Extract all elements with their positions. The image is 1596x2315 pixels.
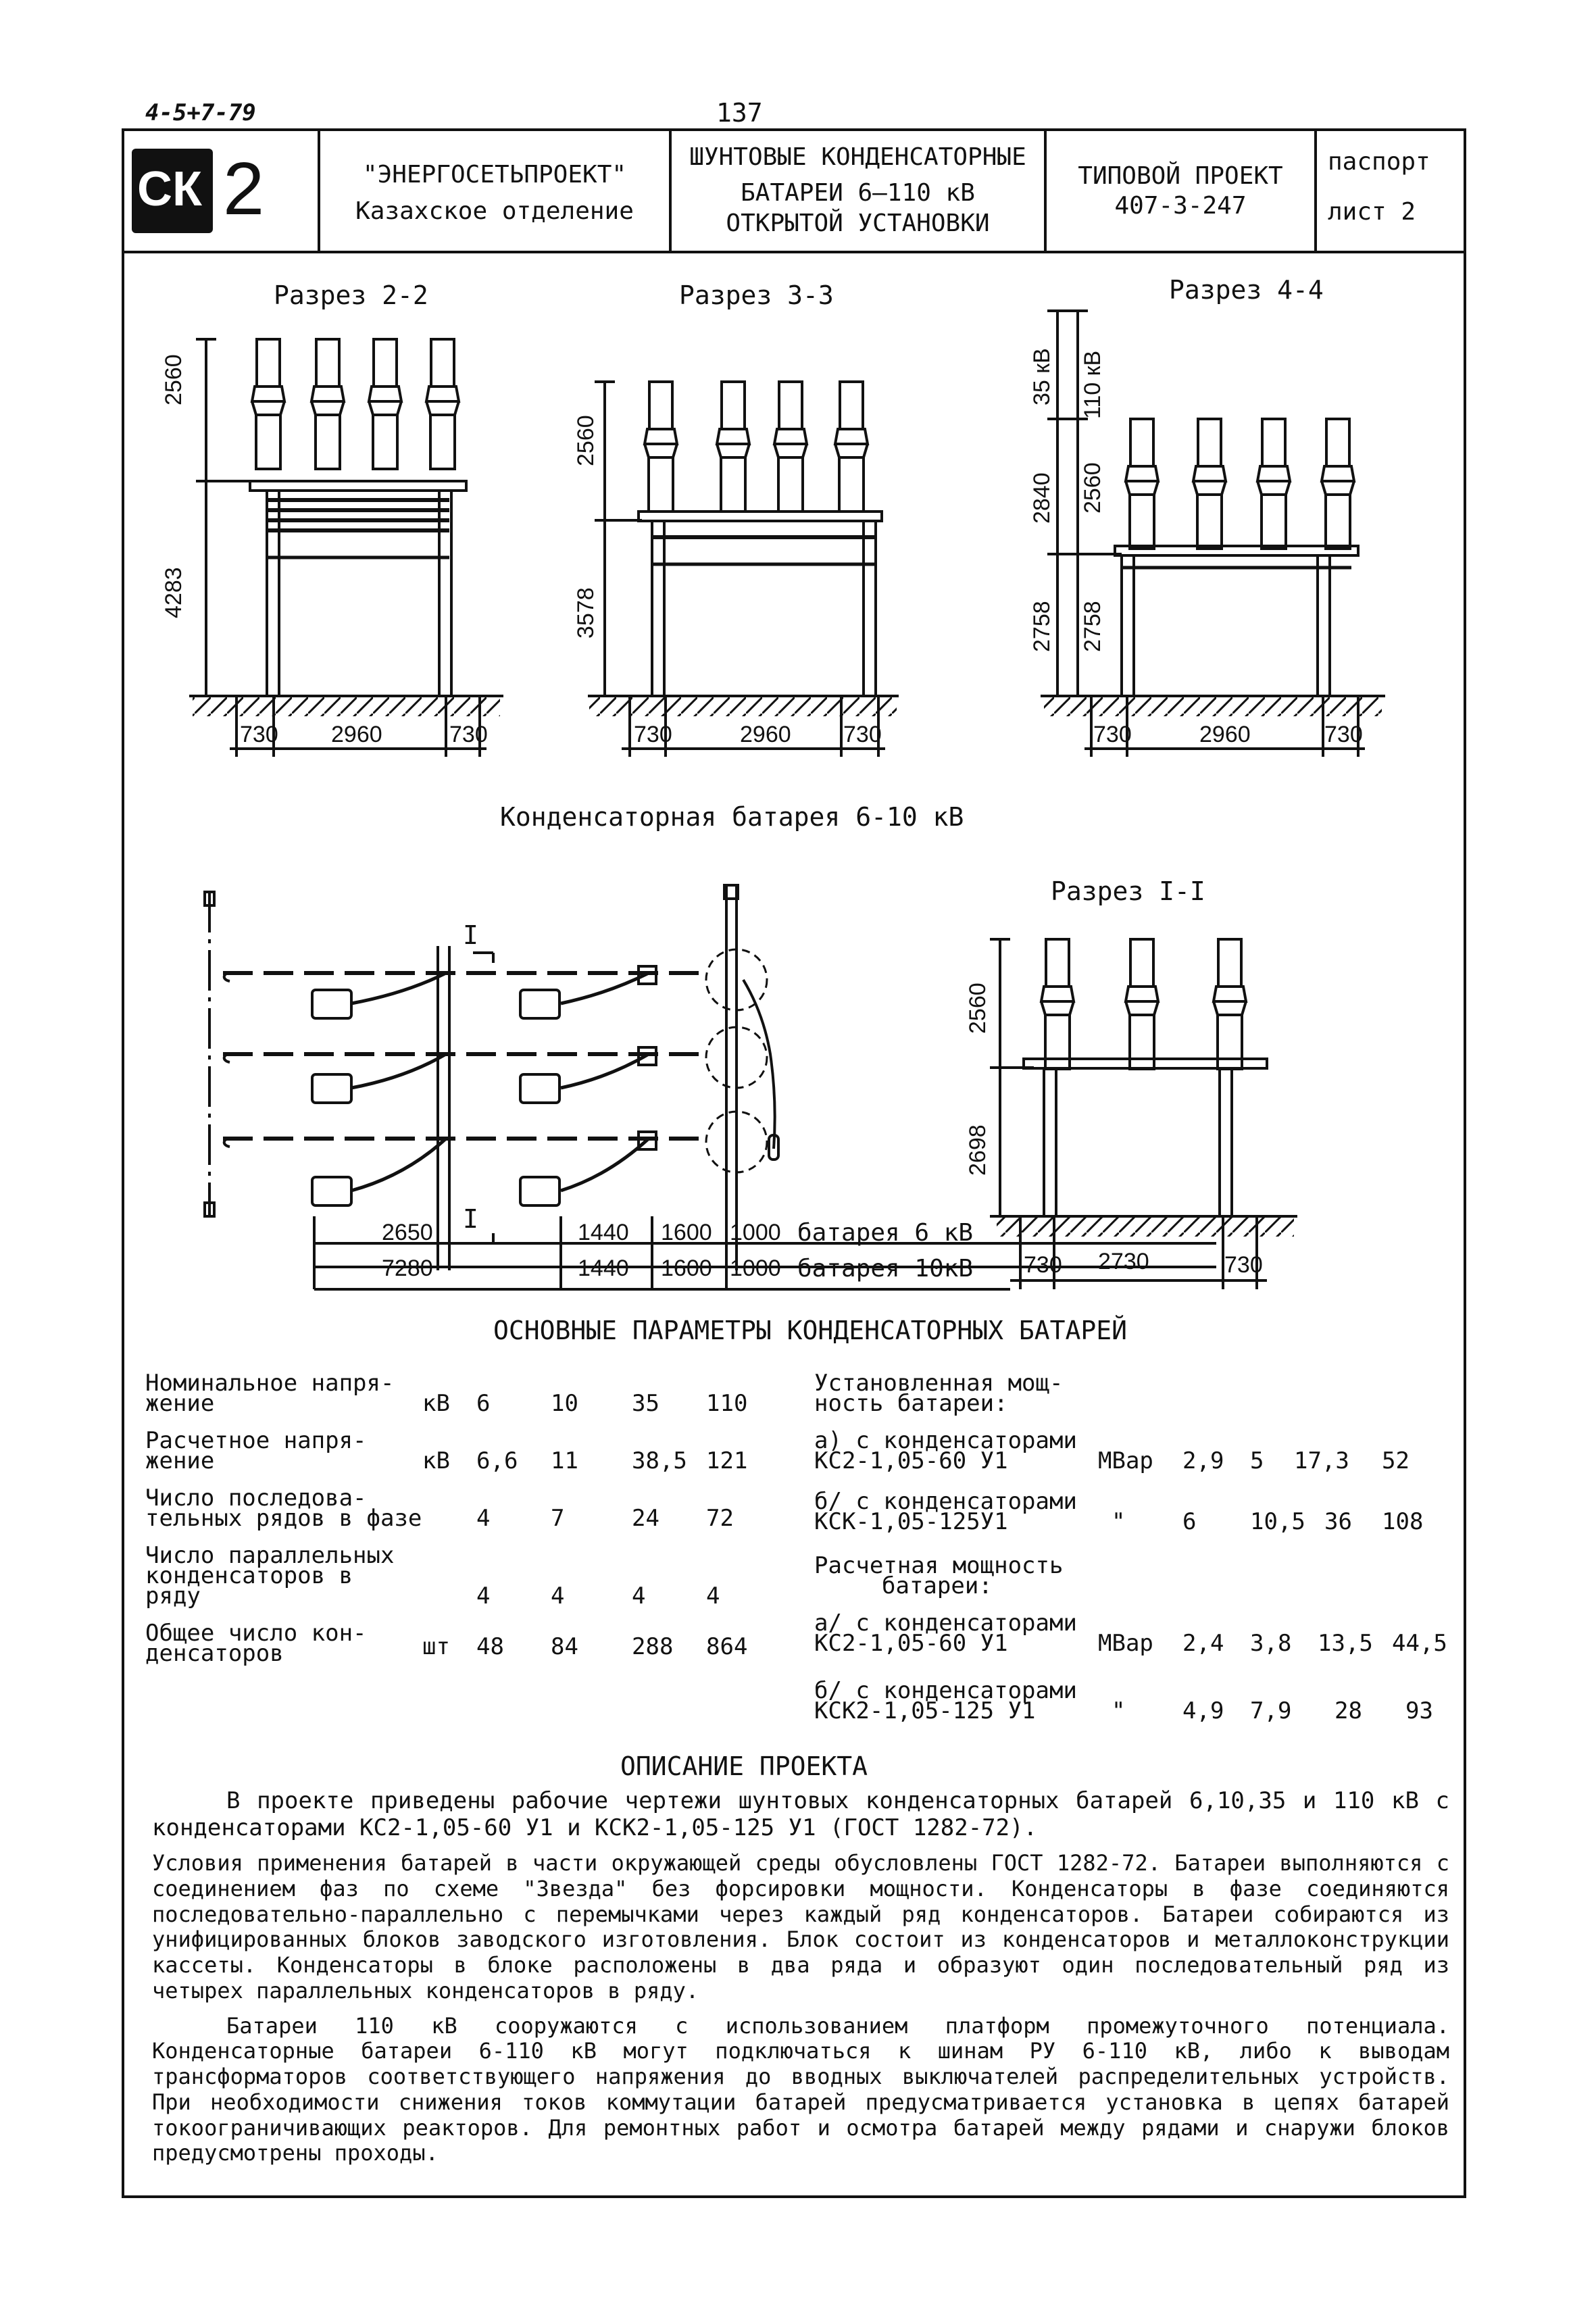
doc-type: паспорт: [1328, 148, 1430, 176]
dim-730: 730: [634, 722, 672, 747]
design-power-heading: батареи:: [882, 1572, 993, 1599]
design-power-heading: Расчетная мощность: [814, 1552, 1064, 1579]
dim-730: 730: [449, 722, 488, 747]
design-power-ks2: а/ с конденсаторами КС2-1,05-60 У1 МВар 2,4 3,8 13,5 44,5: [814, 1610, 1447, 1657]
dim-2840: 2840: [1029, 472, 1055, 524]
plan-dim-1000: 1000: [730, 1255, 781, 1281]
document-code: 4-5+7-79: [145, 99, 256, 126]
title-line-1: ШУНТОВЫЕ КОНДЕНСАТОРНЫЕ: [689, 143, 1026, 171]
plan-dim-1440: 1440: [578, 1220, 629, 1245]
project-label: ТИПОВОЙ ПРОЕКТ: [1078, 162, 1283, 190]
section-1-1-drawing: [990, 939, 1297, 1289]
description-heading: ОПИСАНИЕ ПРОЕКТА: [620, 1751, 868, 1781]
dim-2960: 2960: [740, 722, 791, 747]
description-paragraph: Условия применения батарей в части окружающей среды обусловлены ГОСТ 1282-72. Батареи выполняются с соединением фаз по схеме "Звезда" без форсировки мощности. Конденсаторы в фазе соединяются последовательно-параллельно с перемычками через каждый ряд конденсаторов. Батареи собираются из унифицированных блоков заводского изготовления. Блок состоит из конденсаторов и металлоконструкции кассеты. Конденсаторы в блоке расположены в два ряда и образуют один последовательный ряд из четырех параллельных конденсаторов в ряду.: [152, 1850, 1449, 2003]
installed-power-heading: Установленная мощ-: [814, 1370, 1064, 1397]
cut-mark-bottom: I: [463, 1204, 478, 1234]
installed-power-ksk: б/ с конденсаторами КСК-1,05-125У1 " 6 10,5 36 108: [814, 1488, 1424, 1535]
plan-dim-1440: 1440: [578, 1255, 629, 1281]
dim-110kv: 110 кВ: [1080, 350, 1105, 419]
org-branch: Казахское отделение: [355, 197, 634, 225]
dim-730: 730: [1224, 1252, 1263, 1278]
plan-label-10kv: батарея 10кВ: [797, 1255, 974, 1283]
param-design-voltage: Расчетное напря- жение кВ 6,6 11 38,5 121: [145, 1427, 748, 1474]
dim-2960: 2960: [331, 722, 382, 747]
plan-caption: Конденсаторная батарея 6-10 кВ: [500, 802, 964, 832]
dim-2560: 2560: [161, 354, 186, 405]
dim-730: 730: [1024, 1252, 1062, 1278]
section-3-3-title: Разрез 3-3: [679, 280, 834, 310]
section-2-2-drawing: [189, 339, 503, 757]
dim-2730: 2730: [1098, 1249, 1149, 1274]
cut-mark-top: I: [463, 920, 478, 950]
param-total-caps: Общее число кон- денсаторов шт 48 84 288 864: [145, 1620, 748, 1667]
dim-730: 730: [1093, 722, 1132, 747]
dim-2560: 2560: [573, 415, 599, 466]
section-4-4-title: Разрез 4-4: [1169, 275, 1324, 305]
plan-dim-1600: 1600: [661, 1255, 712, 1281]
params-heading: ОСНОВНЫЕ ПАРАМЕТРЫ КОНДЕНСАТОРНЫХ БАТАРЕЙ: [493, 1316, 1127, 1345]
dim-2698: 2698: [965, 1124, 991, 1176]
sheet-number: лист 2: [1328, 198, 1416, 226]
logo-number: 2: [223, 147, 265, 230]
logo-letters: СК: [137, 162, 202, 216]
org-name: "ЭНЕРГОСЕТЬПРОЕКТ": [362, 161, 627, 189]
dim-2758: 2758: [1080, 601, 1105, 652]
dim-2960: 2960: [1199, 722, 1251, 747]
dim-730: 730: [240, 722, 278, 747]
dim-35kv: 35 кВ: [1029, 348, 1055, 405]
section-2-2-title: Разрез 2-2: [274, 280, 428, 310]
dim-3578: 3578: [573, 587, 599, 639]
plan-dim-7280: 7280: [382, 1255, 433, 1281]
section-3-3-drawing: [588, 382, 899, 757]
design-power-ksk2: б/ с конденсаторами КСК2-1,05-125 У1 " 4,9 7,9 28 93: [814, 1677, 1433, 1724]
dim-730: 730: [843, 722, 882, 747]
installed-power-heading: ность батареи:: [814, 1390, 1008, 1417]
plan-dim-1600: 1600: [661, 1220, 712, 1245]
title-line-2: БАТАРЕИ 6–110 кВ: [741, 179, 975, 207]
description-body: [152, 1787, 1449, 2170]
description-paragraph: Батареи 110 кВ сооружаются с использованием платформ промежуточного потенциала. Конденсаторные батареи 6-110 кВ могут подключаться к шинам РУ 6-110 кВ, либо к выводам трансформаторов соответствующего напряжения до вводных выключателей распределительных устройств. При необходимости снижения токов коммутации батарей предусматривается установка в цепях батарей токоограничивающих реакторов. Для ремонтных работ и осмотра батарей между рядами и снаружи блоков предусмотрены проходы.: [152, 2012, 1449, 2166]
param-parallel-caps: Число параллельных конденсаторов в ряду 4 4 4 4: [145, 1542, 720, 1610]
plan-dim-2650: 2650: [382, 1220, 433, 1245]
dim-730: 730: [1324, 722, 1363, 747]
dim-2560: 2560: [965, 982, 991, 1034]
dim-2758: 2758: [1029, 601, 1055, 652]
title-line-3: ОТКРЫТОЙ УСТАНОВКИ: [726, 209, 990, 237]
plan-label-6kv: батарея 6 кВ: [797, 1219, 974, 1247]
plan-dim-1000: 1000: [730, 1220, 781, 1245]
installed-power-ks2: а) с конденсаторами КС2-1,05-60 У1 МВар 2,9 5 17,3 52: [814, 1427, 1410, 1474]
param-nominal-voltage: Номинальное напря- жение кВ 6 10 35 110: [145, 1370, 748, 1417]
project-number: 407-3-247: [1114, 192, 1247, 220]
dim-4283: 4283: [161, 567, 186, 618]
description-paragraph: В проекте приведены рабочие чертежи шунтовых конденсаторных батарей 6,10,35 и 110 кВ с конденсаторами КС2-1,05-60 У1 и КСК2-1,05-125 У1 (ГОСТ 1282-72).: [152, 1787, 1449, 1842]
section-1-1-title: Разрез I-I: [1051, 876, 1205, 906]
page-number: 137: [716, 98, 763, 128]
param-series-rows: Число последова- тельных рядов в фазе 4 7 24 72: [145, 1485, 734, 1532]
dim-2560: 2560: [1080, 462, 1105, 514]
